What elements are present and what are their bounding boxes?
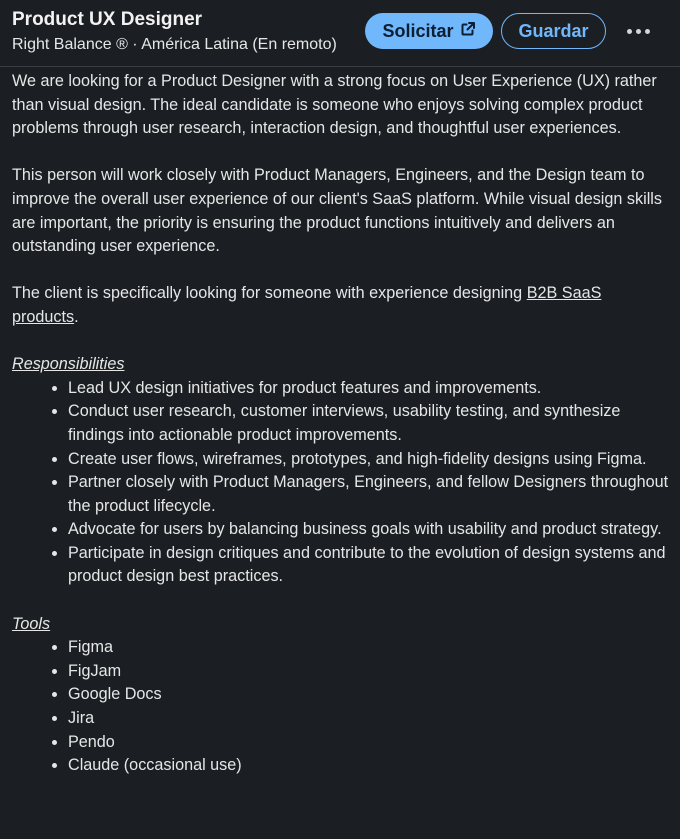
more-dot-icon [636, 29, 641, 34]
responsibilities-heading: Responsibilities [12, 355, 125, 374]
list-item: • Jira [68, 707, 672, 731]
apply-button[interactable] [365, 13, 493, 49]
list-item: • Lead UX design initiatives for product features and improvements. [68, 377, 672, 401]
job-title: Product UX Designer [12, 9, 203, 30]
description-paragraph: We are looking for a Product Designer with a strong focus on User Experience (UX) rather than visual design. The ideal candidate is someone who enjoys solving complex product problems through user research, interaction design, and thoughtful user experiences. [12, 72, 657, 138]
description-text: The client is specifically looking for someone with experience designing [12, 284, 527, 303]
external-link-icon [460, 21, 476, 42]
list-item: • Figma [68, 636, 672, 660]
job-company-location: Right Balance ® · América Latina (En remoto) [12, 36, 337, 53]
b2b-saas-link[interactable]: B2B SaaS products [12, 284, 602, 326]
list-item: • Conduct user research, customer interviews, usability testing, and synthesize findings into actionable product improvements. [68, 400, 672, 447]
responsibilities-list [12, 377, 672, 589]
list-item: • Pendo [68, 731, 672, 755]
list-item: • FigJam [68, 660, 672, 684]
apply-button-label: Solicitar [382, 20, 454, 41]
list-item: • Create user flows, wireframes, prototypes, and high-fidelity designs using Figma. [68, 448, 672, 472]
job-header [0, 0, 680, 67]
more-dot-icon [645, 29, 650, 34]
list-item: • Participate in design critiques and contribute to the evolution of design systems and product design best practices. [68, 542, 672, 589]
description-paragraph: This person will work closely with Product Managers, Engineers, and the Design team to improve the overall user experience of our client's SaaS platform. While visual design skills are important, the priority is ensuring the product functions intuitively and delivers an outstanding user experience. [12, 166, 662, 256]
list-item: • Claude (occasional use) [68, 754, 672, 778]
description-paragraph [12, 282, 672, 329]
list-item: • Advocate for users by balancing business goals with usability and product strategy. [68, 518, 672, 542]
save-button[interactable]: Guardar [501, 13, 606, 49]
job-description [12, 70, 672, 778]
list-item: • Partner closely with Product Managers, Engineers, and fellow Designers throughout the product lifecycle. [68, 471, 672, 518]
tools-heading: Tools [12, 614, 51, 633]
description-text: . [74, 307, 79, 326]
more-dot-icon [627, 29, 632, 34]
list-item: • Google Docs [68, 683, 672, 707]
tools-list [12, 636, 672, 778]
more-options-button[interactable] [620, 17, 656, 45]
